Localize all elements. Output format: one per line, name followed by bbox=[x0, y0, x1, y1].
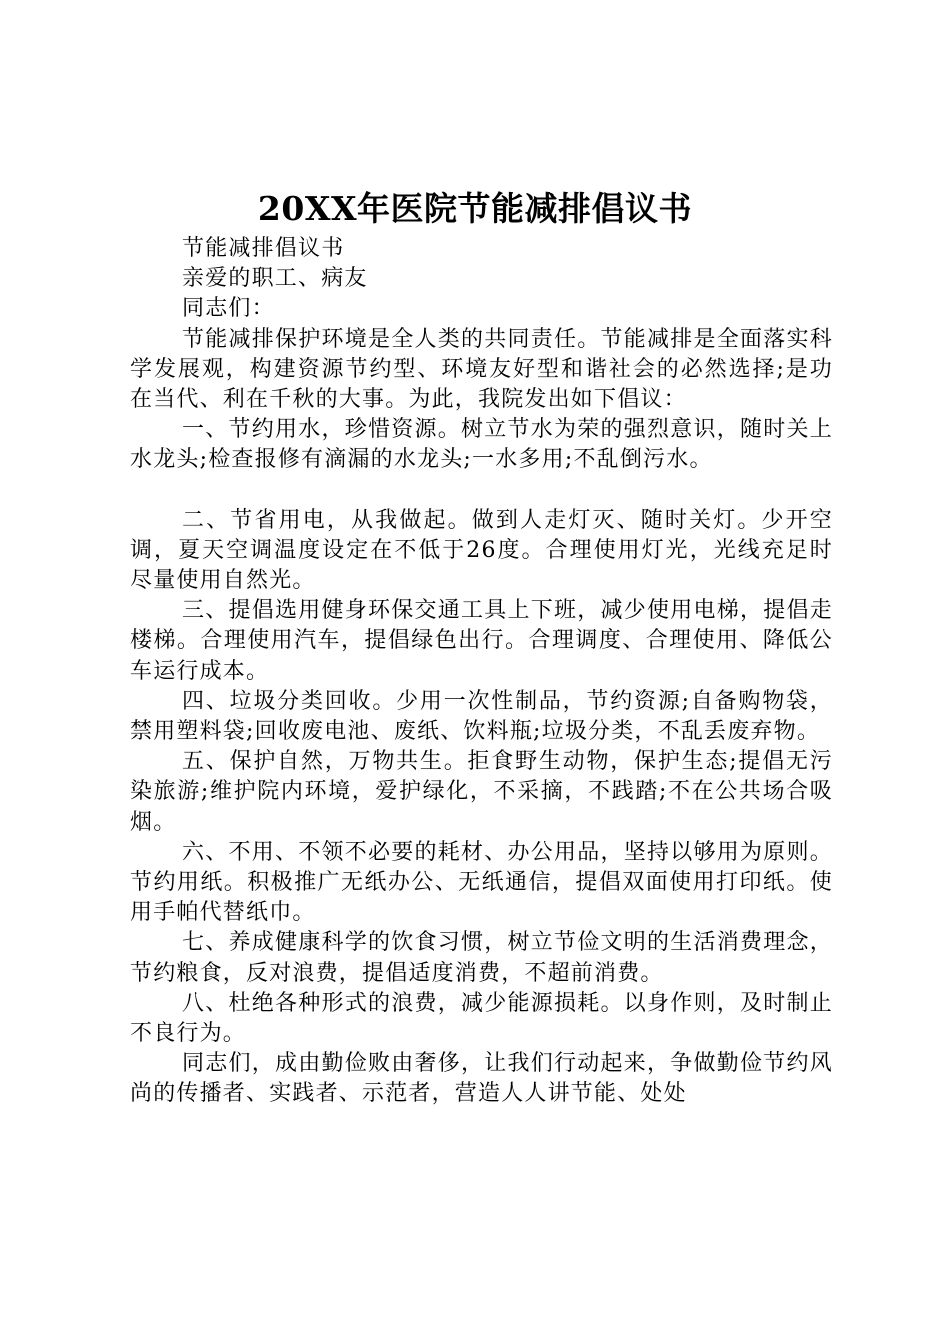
paragraph-gap bbox=[130, 476, 833, 506]
item-paragraph-7: 七、养成健康科学的饮食习惯，树立节俭文明的生活消费理念，节约粮食，反对浪费，提倡适度消费，不超前消费。 bbox=[130, 930, 833, 986]
intro-paragraph: 节能减排保护环境是全人类的共同责任。节能减排是全面落实科学发展观，构建资源节约型、环境友好型和谐社会的必然选择;是功在当代、利在千秋的大事。为此，我院发出如下倡议： bbox=[130, 326, 833, 413]
salutation-line-2: 同志们： bbox=[182, 296, 275, 322]
item-paragraph-6: 六、不用、不领不必要的耗材、办公用品，坚持以够用为原则。节约用纸。积极推广无纸办公、无纸通信，提倡双面使用打印纸。使用手帕代替纸巾。 bbox=[130, 839, 833, 926]
document-title: 20XX年医院节能减排倡议书 bbox=[257, 189, 693, 228]
item-paragraph-1: 一、节约用水，珍惜资源。树立节水为荣的强烈意识，随时关上水龙头;检查报修有滴漏的水龙头;一水多用;不乱倒污水。 bbox=[130, 417, 833, 473]
subtitle-line: 节能减排倡议书 bbox=[182, 236, 345, 261]
item-paragraph-5: 五、保护自然，万物共生。拒食野生动物，保护生态;提倡无污染旅游;维护院内环境，爱护绿化，不采摘，不践踏;不在公共场合吸烟。 bbox=[130, 749, 833, 835]
salutation-line-1: 亲爱的职工、病友 bbox=[182, 266, 368, 292]
item-paragraph-4: 四、垃圾分类回收。少用一次性制品，节约资源;自备购物袋，禁用塑料袋;回收废电池、废纸、饮料瓶;垃圾分类，不乱丢废弃物。 bbox=[130, 688, 833, 745]
closing-paragraph: 同志们，成由勤俭败由奢侈，让我们行动起来，争做勤俭节约风尚的传播者、实践者、示范者，营造人人讲节能、处处 bbox=[130, 1051, 833, 1107]
item-paragraph-2: 二、节省用电，从我做起。做到人走灯灭、随时关灯。少开空调，夏天空调温度设定在不低于26度。合理使用灯光，光线充足时尽量使用自然光。 bbox=[130, 507, 833, 594]
item-paragraph-8: 八、杜绝各种形式的浪费，减少能源损耗。以身作则，及时制止不良行为。 bbox=[130, 990, 833, 1047]
item-paragraph-3: 三、提倡选用健身环保交通工具上下班，减少使用电梯，提倡走楼梯。合理使用汽车，提倡绿色出行。合理调度、合理使用、降低公车运行成本。 bbox=[130, 598, 833, 684]
document-body bbox=[130, 234, 833, 1110]
